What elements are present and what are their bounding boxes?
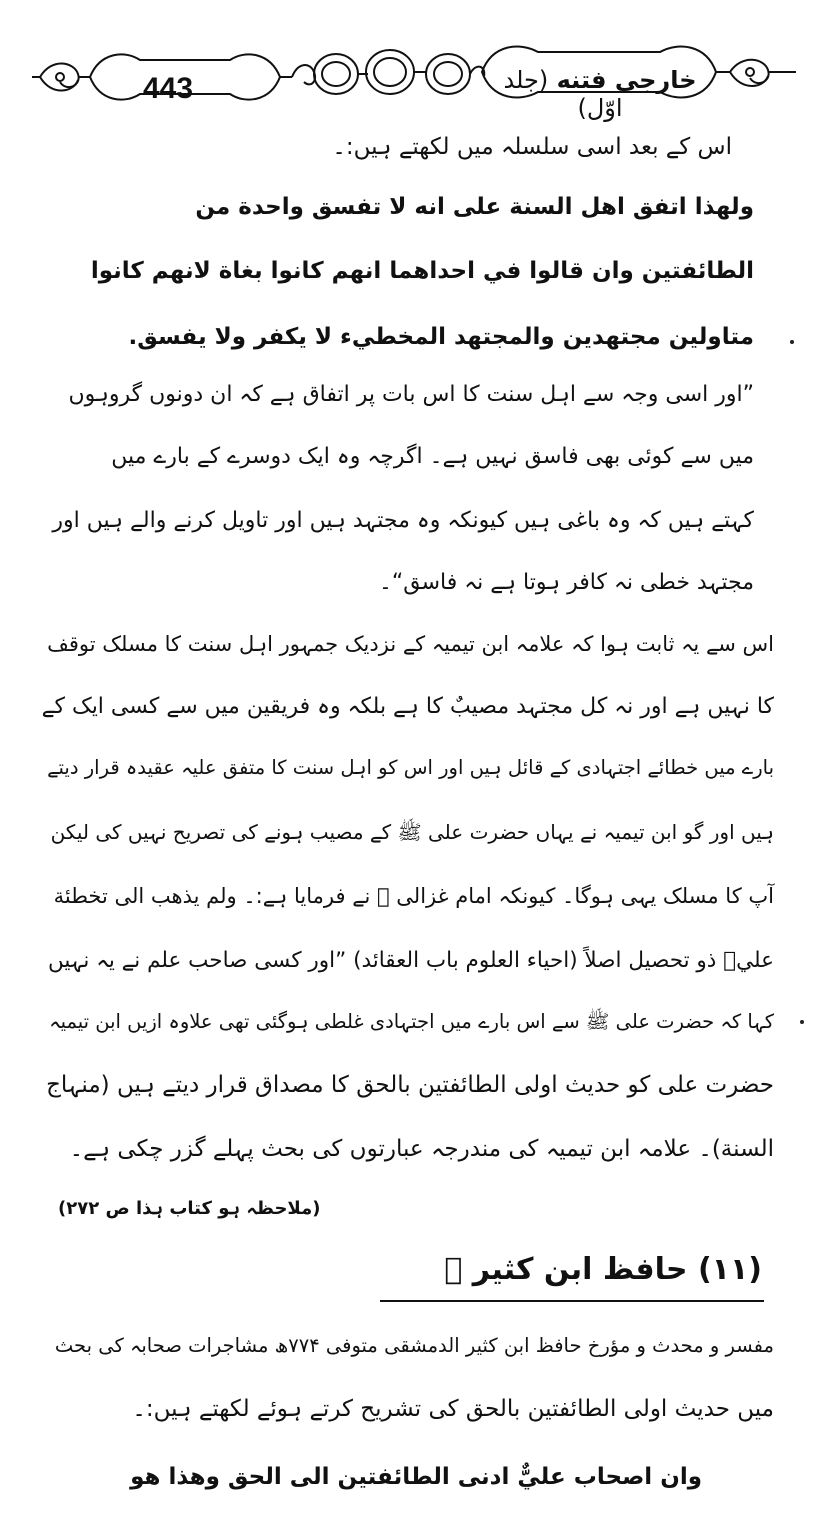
running-title (484, 66, 716, 122)
text-line: میں حدیث اولی الطائفتین بالحق کی تشریح کرتے ہوئے لکھتے ہیں:۔ (132, 1396, 774, 1422)
text-line: السنة)۔ علامہ ابن تیمیہ کی مندرجہ عبارتوں کی بحث پہلے گزر چکی ہے۔ (69, 1136, 774, 1162)
page-number: 443 (142, 72, 194, 105)
arabic-quote-line: ولهذا اتفق اهل السنة على انه لا تفسق واحدة من (195, 194, 754, 220)
translation-line: میں سے کوئی بھی فاسق نہیں ہے۔ اگرچہ وہ ایک دوسرے کے بارے میں (111, 444, 754, 469)
text-line: اس کے بعد اسی سلسلہ میں لکھتے ہیں:۔ (332, 134, 732, 160)
reference-note: (ملاحظہ ہو کتاب ہذا ص ۲۷۲) (58, 1198, 321, 1219)
stray-mark (790, 340, 794, 344)
text-line: عليؓ ذو تحصيل اصلاً (احیاء العلوم باب العقائد) ”اور کسی صاحب علم نے یہ نہیں (47, 948, 774, 973)
text-line: کا نہیں ہے اور نہ کل مجتہد مصیبٌ کا ہے بلکہ وہ فریقین میں سے کسی ایک کے (41, 694, 774, 719)
arabic-quote-line: الطائفتين وان قالوا في احداهما انهم كانوا بغاة لانهم كانوا (90, 258, 754, 284)
section-heading: (۱۱) حافظ ابن کثیر ﷫ (444, 1252, 762, 1287)
text-line: بارے میں خطائے اجتہادی کے قائل ہیں اور اس کو اہل سنت کا متفق علیہ عقیدہ قرار دیتے (47, 756, 774, 779)
translation-line: ”اور اسی وجہ سے اہل سنت کا اس بات پر اتفاق ہے کہ ان دونوں گروہوں (68, 382, 754, 407)
text-line: حضرت علی کو حدیث اولی الطائفتین بالحق کا مصداق قرار دیتے ہیں (منہاج (46, 1072, 774, 1098)
arabic-quote-line: وان اصحاب عليٌّ ادنى الطائفتين الى الحق وهذا هو (130, 1464, 702, 1490)
page-header (30, 22, 800, 122)
text-line: ہیں اور گو ابن تیمیہ نے یہاں حضرت علی ﷺ کے مصیب ہونے کی تصریح نہیں کی لیکن (50, 820, 774, 844)
text-line: اس سے یہ ثابت ہوا کہ علامہ ابن تیمیہ کے نزدیک جمہور اہل سنت کا مسلک توقف (47, 632, 774, 656)
stray-mark (800, 1020, 804, 1024)
text-line: مفسر و محدث و مؤرخ حافظ ابن کثیر الدمشقی متوفی ۷۷۴ھ مشاجرات صحابہ کی بحث (54, 1334, 774, 1357)
heading-underline (380, 1300, 764, 1302)
translation-line: کہتے ہیں کہ وہ باغی ہیں کیونکہ وہ مجتہد ہیں اور تاویل کرنے والے ہیں اور (52, 508, 754, 533)
text-line: کہا کہ حضرت علی ﷺ سے اس بارے میں اجتہادی غلطی ہوگئی تھی علاوہ ازیں ابن تیمیہ (49, 1010, 774, 1033)
volume-label: (جلد اوّل) (503, 66, 623, 122)
text-line: آپ کا مسلک یہی ہوگا۔ کیونکہ امام غزالی ﷫ نے فرمایا ہے:۔ ولم يذهب الى تخطئة (53, 884, 774, 908)
arabic-quote-line: متاولين مجتهدين والمجتهد المخطيء لا يكفر ولا يفسق. (128, 324, 754, 350)
translation-line: مجتہد خطی نہ کافر ہوتا ہے نہ فاسق“۔ (378, 570, 754, 595)
book-title: خارجی فتنه (556, 66, 697, 94)
